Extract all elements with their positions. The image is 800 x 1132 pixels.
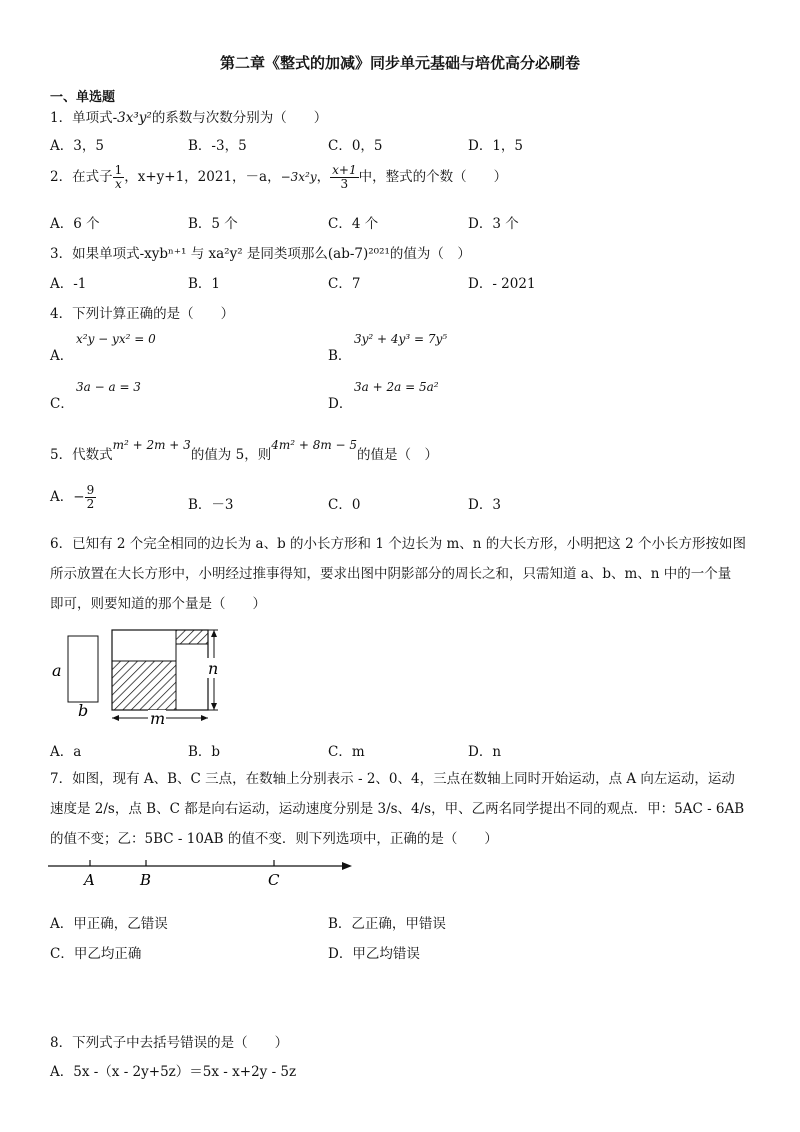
q4-option-b[interactable]: B． xyxy=(328,348,352,364)
q3-option-b[interactable]: B．1 xyxy=(188,276,221,292)
q7-line-3: 的值不变；乙：5BC - 10AB 的值不变．则下列选项中，正确的是（ ） xyxy=(50,831,498,847)
q4-option-d[interactable]: D． xyxy=(328,396,353,412)
q6-figure xyxy=(0,620,800,740)
question-7-stem xyxy=(50,764,760,854)
q5-option-a[interactable] xyxy=(50,482,96,512)
question-2-stem: 2．在式子 $\frac{1}{x}$ ，x+y+1，2021，－a，−3x²y， $\frac{x+1}{3}$ 中，整式的个数（ ） xyxy=(50,163,508,191)
small-rectangle-horizontal xyxy=(112,630,176,661)
section-heading: 一、单选题 xyxy=(50,90,116,105)
shaded-region-top xyxy=(176,630,208,644)
label-m: m xyxy=(150,709,166,728)
q5-option-d[interactable]: D．3 xyxy=(468,497,501,513)
q5-option-a-fraction: $\frac{9}{2}$ xyxy=(86,483,95,511)
q4-option-c-expr: 3a − a = 3 xyxy=(76,380,141,394)
small-rectangle-vertical xyxy=(176,644,208,710)
q1-expression: -3x³y² xyxy=(112,110,152,126)
q1-option-b[interactable]: B．-3，5 xyxy=(188,138,247,154)
q3-option-a[interactable]: A．-1 xyxy=(50,276,87,292)
q5-expression-1: m² + 2m + 3 xyxy=(112,438,191,452)
q1-stem-pre: 1．单项式 xyxy=(50,110,113,126)
q2-stem-post: 中，整式的个数（ ） xyxy=(358,169,508,185)
q7-option-a[interactable]: A．甲正确，乙错误 xyxy=(50,916,168,932)
q5-expression-2: 4m² + 8m − 5 xyxy=(271,438,358,452)
q5-stem-pre: 5．代数式 xyxy=(50,447,113,463)
q5-option-c[interactable]: C．0 xyxy=(328,497,361,513)
q7-option-d[interactable]: D．甲乙均错误 xyxy=(328,946,420,962)
q5-stem-mid: 的值为 5，则 xyxy=(190,447,272,463)
question-1-stem xyxy=(50,106,327,126)
q8-option-a[interactable]: A．5x -（x - 2y+5z）＝5x - x+2y - 5z xyxy=(50,1064,297,1080)
q5-option-a-prefix: A． xyxy=(50,489,74,505)
point-a-label: A xyxy=(84,871,95,889)
q1-option-a[interactable]: A．3，5 xyxy=(50,138,104,154)
q2-fraction-1: $\frac{1}{x}$ xyxy=(114,163,123,191)
q6-option-a[interactable]: A．a xyxy=(50,744,82,760)
q4-option-c[interactable]: C． xyxy=(50,396,74,412)
q2-stem-pre: 2．在式子 xyxy=(50,169,113,185)
q1-option-d[interactable]: D．1，5 xyxy=(468,138,524,154)
q2-option-a[interactable]: A．6 个 xyxy=(50,216,100,232)
q7-option-c[interactable]: C．甲乙均正确 xyxy=(50,946,142,962)
question-6-stem xyxy=(50,529,760,619)
axis-arrow xyxy=(342,862,352,870)
q4-option-b-expr: 3y² + 4y³ = 7y⁵ xyxy=(354,332,448,346)
q2-option-b[interactable]: B．5 个 xyxy=(188,216,238,232)
q7-line-2: 速度是 2/s，点 B、C 都是向右运动，运动速度分别是 3/s、4/s，甲、乙两名同学提出不同的观点．甲：5AC - 6AB xyxy=(50,801,745,817)
q2-option-d[interactable]: D．3 个 xyxy=(468,216,519,232)
q5-option-a-sign: − xyxy=(73,489,85,505)
q2-stem-mid: ，x+y+1，2021，－a， xyxy=(124,169,281,185)
q5-option-b[interactable]: B．－3 xyxy=(188,497,234,513)
question-5-stem xyxy=(50,433,438,467)
q1-stem-post: 的系数与次数分别为（ ） xyxy=(151,110,328,126)
label-a: a xyxy=(52,661,62,680)
label-b: b xyxy=(78,701,89,720)
q2-option-c[interactable]: C．4 个 xyxy=(328,216,379,232)
point-c-label: C xyxy=(268,871,280,889)
small-rectangle xyxy=(68,636,98,702)
label-n: n xyxy=(208,659,219,678)
question-3-stem: 3．如果单项式-xybⁿ⁺¹ 与 xa²y² 是同类项那么(ab-7)²⁰²¹的值为（ ） xyxy=(50,246,471,262)
shaded-region-bottom xyxy=(112,661,176,710)
q2-fraction-2: $\frac{x+1}{3}$ xyxy=(332,163,357,191)
q6-line-3: 即可，则要知道的那个量是（ ） xyxy=(50,596,266,612)
q6-option-c[interactable]: C．m xyxy=(328,744,365,760)
q3-option-c[interactable]: C．7 xyxy=(328,276,361,292)
q7-line-1: 7．如图，现有 A、B、C 三点，在数轴上分别表示 - 2、0、4，三点在数轴上同时开始运动，点 A 向左运动，运动 xyxy=(50,771,735,787)
q4-option-a-expr: x²y − yx² = 0 xyxy=(76,332,156,346)
q6-line-2: 所示放置在大长方形中，小明经过推事得知，要求出图中阴影部分的周长之和，只需知道 a、b、m、n 中的一个量 xyxy=(50,566,732,582)
q5-stem-post: 的值是（ ） xyxy=(357,447,439,463)
q7-option-b[interactable]: B．乙正确，甲错误 xyxy=(328,916,446,932)
point-b-label: B xyxy=(140,871,152,889)
q3-option-d[interactable]: D．- 2021 xyxy=(468,276,536,292)
question-8-stem: 8．下列式子中去括号错误的是（ ） xyxy=(50,1035,289,1051)
q6-option-b[interactable]: B．b xyxy=(188,744,221,760)
question-4-stem: 4．下列计算正确的是（ ） xyxy=(50,306,235,322)
q6-line-1: 6．已知有 2 个完全相同的边长为 a、b 的小长方形和 1 个边长为 m、n 的大长方形，小明把这 2 个小长方形按如图 xyxy=(50,536,746,552)
page-title: 第二章《整式的加减》同步单元基础与培优高分必刷卷 xyxy=(219,54,580,72)
q1-option-c[interactable]: C．0，5 xyxy=(328,138,383,154)
q4-option-d-expr: 3a + 2a = 5a² xyxy=(354,380,439,394)
q2-expression-2: −3x²y xyxy=(280,170,317,184)
q7-number-line xyxy=(0,856,800,892)
q4-option-a[interactable]: A． xyxy=(50,348,74,364)
q6-option-d[interactable]: D．n xyxy=(468,744,502,760)
